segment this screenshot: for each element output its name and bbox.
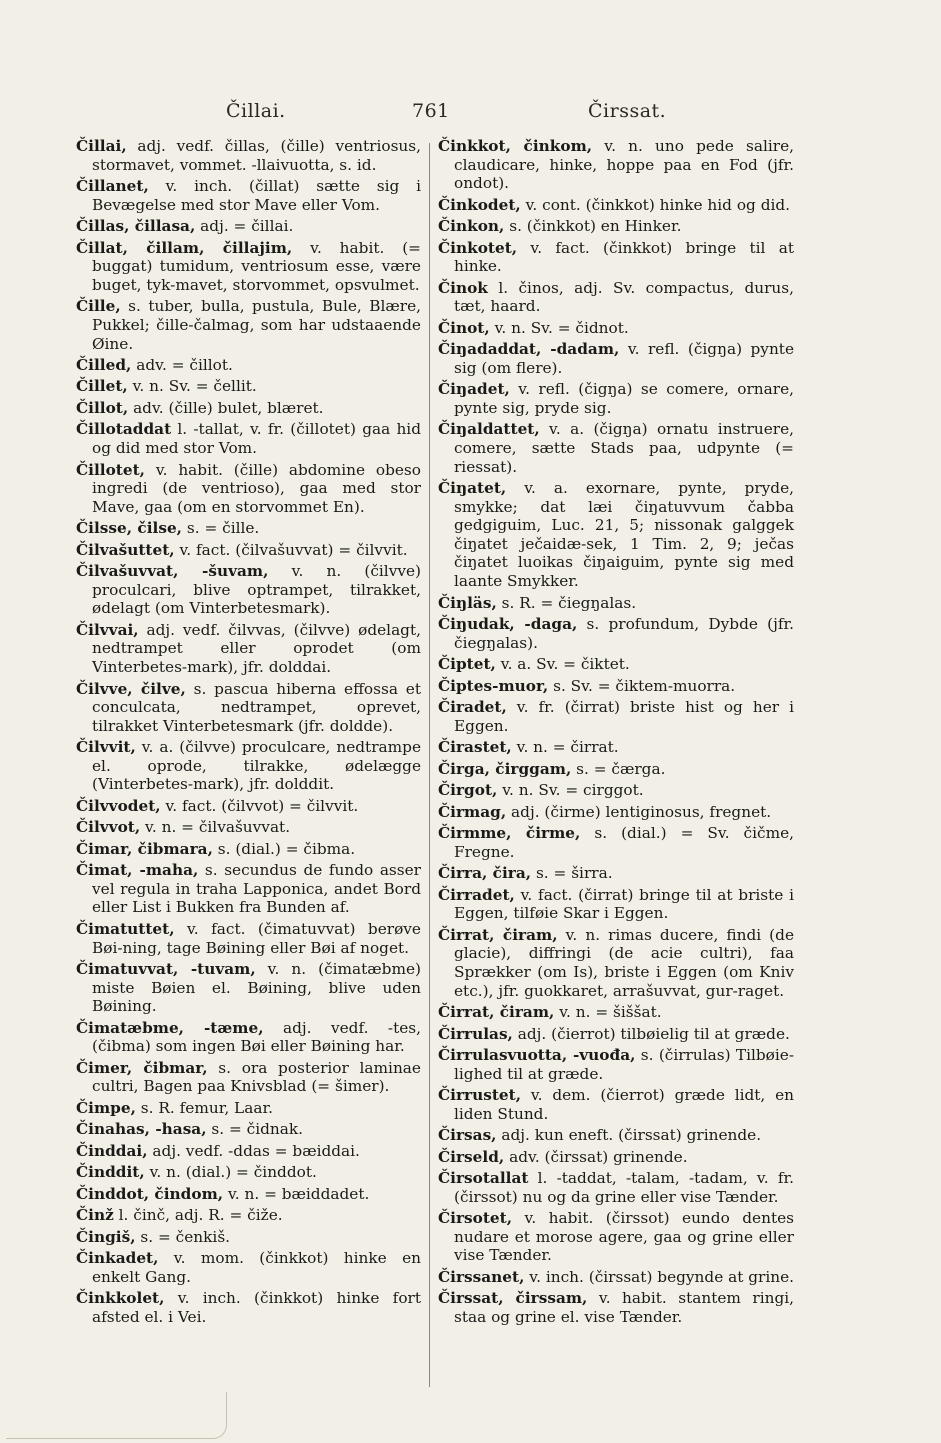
dictionary-entry [438,420,794,476]
entry-headword: Čirradet, [438,885,515,904]
entry-definition: v. habit. (čille) abdomine obeso ingredi (de ventrioso), gaa med stor Mave, gaa (om en storvommet En). [92,460,421,516]
entry-headword: Čirmme, čirme, [438,824,581,843]
dictionary-entry [438,217,794,236]
entry-definition: adj. (čierrot) tilbøielig til at græde. [512,1024,790,1043]
entry-definition: l. -taddat, -talam, -tadam, v. fr. (čirssot) nu og da grine eller vise Tænder. [454,1169,794,1206]
entry-headword: Čillet, [76,377,128,396]
entry-definition: v. habit. (= buggat) tumidum, ventriosum esse, være buget, tyk-mavet, storvommet, opsvulmet. [92,238,422,294]
entry-headword: Čilvašuttet, [76,540,175,559]
entry-definition: s. tuber, bulla, pustula, Bule, Blære, Pukkel; čille-čalmag, som har udstaaende Øine. [92,297,421,353]
entry-headword: Čirrat, čiram, [438,925,558,944]
entry-definition: s. (dial.) = Sv. čičme, Fregne. [454,824,795,861]
entry-headword: Čirsas, [438,1126,497,1145]
dictionary-entry [438,239,794,276]
dictionary-entry [438,340,794,377]
entry-definition: v. n. uno pede salire, claudicare, hinke, hoppe paa en Fod (jfr. ondot). [454,137,794,193]
dictionary-entry [438,615,794,652]
running-head-left: Čillai. [226,100,286,122]
entry-headword: Čirmag, [438,802,507,821]
entry-headword: Čillotaddat [76,420,172,439]
dictionary-entry [76,297,421,353]
entry-headword: Čiptet, [438,655,496,674]
entry-headword: Čirrulas, [438,1024,513,1043]
dictionary-entry [438,886,794,923]
entry-headword: Čillai, [76,137,127,155]
dictionary-entry [76,1059,421,1096]
entry-definition: v. n. (čilvve) proculcari, blive optrampet, tilrakket, ødelagt (om Vinterbetesmark). [92,562,421,618]
dictionary-entry [438,1169,794,1206]
entry-definition: v. habit. (čirssot) eundo dentes nudare et morose agere, gaa og grine eller vise Tænder. [454,1209,794,1265]
entry-headword: Čimat, -maha, [76,861,199,880]
entry-definition: s. (čirrulas) Tilbøie-lighed til at græde. [454,1045,794,1083]
entry-definition: v. fact. (činkkot) bringe til at hinke. [454,238,794,276]
dictionary-entry [438,479,794,591]
dictionary-entry [76,461,421,517]
dictionary-entry [76,1120,421,1139]
entry-headword: Činkodet, [438,195,521,214]
entry-headword: Činddai, [76,1141,148,1160]
entry-definition: v. a. exornare, pynte, pryde, smykke; dat læi čiŋatuvvum čabba gedgiguim, Luc. 21, 5; nissonak galggek čiŋatet ječaidæ-sek, 1 Tim. 2, 9; ječas čiŋatet luoikas čiŋaiguim, pynte sig med laante Smykker. [454,479,794,591]
entry-headword: Čiŋaldattet, [438,420,540,439]
entry-definition: l. -tallat, v. fr. (čillotet) gaa hid og did med stor Vom. [92,420,421,458]
entry-definition: v. inch. (čirssat) begynde at grine. [524,1267,795,1286]
dictionary-entry [438,1209,794,1265]
dictionary-entry [438,1086,794,1123]
dictionary-entry [438,1289,794,1326]
entry-headword: Čilsse, čilse, [76,519,183,538]
entry-definition: v. fact. (čilvvot) = čilvvit. [160,796,359,815]
dictionary-entry [76,377,421,396]
entry-headword: Čirgot, [438,781,498,800]
dictionary-entry [76,1185,421,1204]
entry-headword: Čirga, čirggam, [438,759,572,778]
entry-definition: v. a. Sv. = čiktet. [495,655,630,674]
entry-definition: s. R. femur, Laar. [135,1098,273,1117]
dictionary-entry [438,196,794,215]
dictionary-entry [76,1206,421,1225]
entry-headword: Čilled, [76,355,132,374]
dictionary-entry [76,420,421,457]
dictionary-entry [76,1019,421,1056]
entry-headword: Činkadet, [76,1249,159,1268]
dictionary-entry [76,541,421,560]
entry-headword: Čimer, čibmar, [76,1058,208,1077]
dictionary-entry [76,818,421,837]
entry-headword: Činkkolet, [76,1289,165,1308]
entry-definition: v. n. = čirrat. [511,738,619,757]
dictionary-entry [76,861,421,917]
entry-headword: Čilvvit, [76,738,136,757]
entry-definition: s. Sv. = čiktem-muorra. [548,676,736,695]
dictionary-entry [76,177,421,214]
dictionary-entry [438,738,794,757]
entry-definition: adj. vedf. čilvvas, (čilvve) ødelagt, nedtrampet eller oprodet (om Vinterbetes-mark), jfr. dolddai. [92,620,421,677]
entry-definition: adv. (čille) bulet, blæret. [128,398,324,417]
entry-headword: Čiŋatet, [438,479,507,498]
entry-definition: s. (činkkot) en Hinker. [504,217,682,236]
entry-definition: v. cont. (činkkot) hinke hid og did. [520,195,791,214]
dictionary-entry [76,960,421,1016]
entry-headword: Čirra, čira, [438,864,532,883]
dictionary-entry [438,1148,794,1167]
dictionary-entry [438,1003,794,1022]
entry-headword: Čiŋadaddat, -dadam, [438,340,620,359]
right-column [438,137,794,1329]
entry-definition: adj. vedf. -tes, (čibma) som ingen Bøi eller Bøining har. [92,1018,421,1056]
entry-definition: s. (dial.) = čibma. [212,839,356,858]
entry-definition: v. fact. (čimatuvvat) berøve Bøi-ning, tage Bøining eller Bøi af noget. [92,919,421,957]
dictionary-entry [76,137,421,174]
dictionary-entry [438,760,794,779]
entry-definition: v. n. Sv. = cirggot. [497,781,644,800]
running-head-right: Čirssat. [588,100,667,122]
dictionary-entry [438,279,794,316]
entry-definition: v. n. = šiššat. [554,1003,662,1022]
dictionary-entry [76,1289,421,1326]
dictionary-entry [438,803,794,822]
entry-definition: v. n. (dial.) = činddot. [144,1163,317,1182]
entry-headword: Čillotet, [76,460,146,479]
entry-headword: Čirssanet, [438,1267,525,1286]
entry-definition: v. refl. (čigŋa) pynte sig (om flere). [454,340,794,377]
entry-definition: v. n. Sv. = čellit. [127,377,257,396]
dictionary-entry [438,864,794,883]
dictionary-entry [438,926,794,1000]
entry-headword: Čiŋläs, [438,593,497,612]
entry-definition: v. dem. (čierrot) græde lidt, en liden Stund. [454,1086,794,1123]
entry-headword: Činok [438,278,488,297]
entry-definition: adj. (čirme) lentiginosus, fregnet. [506,802,772,821]
dictionary-entry [438,1025,794,1044]
dictionary-entry [438,380,794,417]
entry-headword: Čirssat, čirssam, [438,1289,588,1308]
entry-headword: Čiptes-muor, [438,676,549,695]
dictionary-entry [76,621,421,677]
dictionary-entry [438,698,794,735]
entry-definition: s. secundus de fundo asser vel regula in traha Lapponica, andet Bord eller List i Bukken fra Bunden af. [92,861,421,917]
entry-definition: v. fr. (čirrat) briste hist og her i Eggen. [454,698,794,735]
entry-headword: Čirrustet, [438,1086,522,1105]
entry-definition: s. profundum, Dybde (jfr. čiegŋalas). [454,615,794,652]
entry-headword: Čirseld, [438,1147,505,1166]
entry-headword: Čille, [76,297,121,316]
dictionary-entry [438,781,794,800]
entry-definition: adv. = čillot. [131,355,233,374]
entry-definition: adj. = čillai. [195,217,294,236]
entry-definition: adj. vedf. čillas, (čille) ventriosus, stormavet, vommet. -llaivuotta, s. id. [92,137,421,174]
entry-definition: v. a. (čilvve) proculcare, nedtrampe el. oprode, tilrakke, ødelægge (Vinterbetes-mark), jfr. dolddit. [92,738,421,794]
entry-definition: s. ora posterior laminae cultri, Bagen paa Knivsblad (= šimer). [92,1058,421,1096]
entry-headword: Činddot, čindom, [76,1184,224,1203]
entry-definition: s. = čille. [182,519,260,538]
entry-definition: v. mom. (činkkot) hinke en enkelt Gang. [92,1249,421,1286]
dictionary-entry [438,137,794,193]
entry-headword: Čingiš, [76,1227,136,1246]
dictionary-entry [76,680,421,736]
entry-headword: Čirsotallat [438,1169,529,1188]
entry-definition: l. činč, adj. R. = čiže. [113,1206,283,1225]
entry-definition: v. n. Sv. = čidnot. [489,318,629,337]
entry-definition: v. inch. (činkkot) hinke fort afsted el. i Vei. [92,1289,421,1326]
column-divider [429,143,430,1387]
entry-definition: v. inch. (čillat) sætte sig i Bevægelse med stor Mave eller Vom. [92,177,421,214]
entry-definition: v. a. (čigŋa) ornatu instruere, comere, sætte Stads paa, udpynte (= riessat). [454,420,794,476]
entry-headword: Čimatuttet, [76,919,175,938]
dictionary-entry [76,840,421,859]
dictionary-entry [438,1268,794,1287]
entry-headword: Čiradet, [438,698,507,717]
entry-definition: adj. vedf. -ddas = bæiddai. [147,1141,360,1160]
entry-definition: v. fact. (čirrat) bringe til at briste i Eggen, tilføie Skar i Eggen. [454,885,794,923]
entry-headword: Činž [76,1206,114,1225]
entry-headword: Čilvvai, [76,620,139,639]
entry-definition: s. = čenkiš. [135,1227,231,1246]
entry-definition: s. = čærga. [571,759,666,778]
entry-definition: s. R. = čiegŋalas. [496,593,637,612]
entry-definition: s. = čidnak. [206,1120,304,1139]
dictionary-entry [76,239,421,295]
entry-headword: Čimatæbme, -tæme, [76,1018,264,1037]
page-number: 761 [412,100,450,122]
left-column [76,137,421,1329]
entry-headword: Čillas, čillasa, [76,217,196,236]
dictionary-entry [76,797,421,816]
entry-headword: Činahas, -hasa, [76,1120,207,1139]
entry-headword: Čimar, čibmara, [76,839,213,858]
entry-headword: Čirrat, čiram, [438,1003,555,1022]
dictionary-entry [438,1126,794,1145]
entry-definition: v. n. (čimatæbme) miste Bøien el. Bøining, blive uden Bøining. [92,960,421,1016]
entry-headword: Čillot, [76,398,129,417]
dictionary-entry [438,1046,794,1083]
entry-headword: Čilvve, čilve, [76,679,186,698]
entry-headword: Činddit, [76,1163,145,1182]
dictionary-entry [76,920,421,957]
dictionary-entry [76,738,421,794]
dictionary-entry [438,655,794,674]
entry-headword: Čillat, čillam, čillajim, [76,238,293,257]
dictionary-entry [76,562,421,618]
entry-definition: adj. kun eneft. (čirssat) grinende. [496,1126,762,1145]
dictionary-entry [438,824,794,861]
dictionary-entry [76,1142,421,1161]
entry-headword: Činkkot, činkom, [438,137,593,155]
entry-headword: Čilvvodet, [76,796,161,815]
entry-definition: s. = širra. [531,864,613,883]
entry-definition: v. n. = bæiddadet. [223,1184,370,1203]
dictionary-entry [438,677,794,696]
entry-headword: Činkotet, [438,238,518,257]
entry-headword: Čilvašuvvat, -šuvam, [76,562,269,581]
entry-definition: v. habit. stantem ringi, staa og grine el. vise Tænder. [454,1289,794,1326]
entry-headword: Čimpe, [76,1098,136,1117]
dictionary-entry [76,519,421,538]
dictionary-entry [76,1228,421,1247]
dictionary-entry [76,1099,421,1118]
entry-headword: Čirsotet, [438,1209,513,1228]
entry-headword: Čiŋudak, -daga, [438,615,578,634]
dictionary-entry [76,399,421,418]
entry-headword: Čirastet, [438,738,512,757]
dictionary-entry [76,1163,421,1182]
entry-definition: v. n. rimas ducere, findi (de glacie), diffringi (de acie cultri), faa Sprækker (om Is), briste i Eggen (om Kniv etc.), jfr. guokkaret, arrašuvvat, gur-raget. [454,925,794,1000]
entry-definition: l. činos, adj. Sv. compactus, durus, tæt, haard. [454,278,794,316]
entry-headword: Čillanet, [76,177,149,196]
entry-headword: Čimatuvvat, -tuvam, [76,960,256,979]
dictionary-entry [76,1249,421,1286]
dictionary-entry [76,356,421,375]
dictionary-entry [438,594,794,613]
entry-headword: Činot, [438,318,490,337]
entry-headword: Čiŋadet, [438,380,510,399]
entry-definition: v. fact. (čilvašuvvat) = čilvvit. [174,540,408,559]
page-corner-mark [6,1392,227,1439]
entry-headword: Činkon, [438,217,505,236]
dictionary-entry [438,319,794,338]
entry-definition: s. pascua hiberna effossa et conculcata, nedtrampet, oprevet, tilrakket Vinterbetesmark (jfr. doldde). [92,679,421,735]
entry-definition: adv. (čirssat) grinende. [504,1147,688,1166]
entry-headword: Čirrulasvuotta, -vuođa, [438,1045,636,1064]
entry-definition: v. refl. (čigŋa) se comere, ornare, pynte sig, pryde sig. [454,380,794,417]
entry-definition: v. n. = čilvašuvvat. [140,818,291,837]
dictionary-entry [76,217,421,236]
entry-headword: Čilvvot, [76,818,141,837]
